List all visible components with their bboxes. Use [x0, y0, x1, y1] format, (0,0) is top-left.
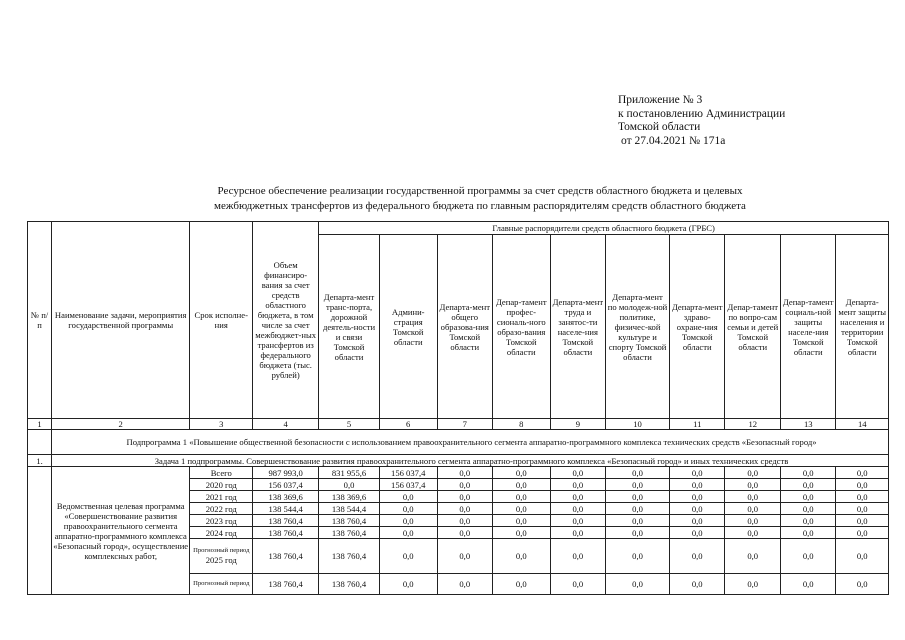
term-note: Прогнозный период	[193, 580, 250, 588]
grbs-value-cell: 156 037,4	[379, 479, 437, 491]
grbs-value-cell: 0,0	[780, 491, 836, 503]
grbs-value-cell: 156 037,4	[379, 467, 437, 479]
header-grbs-2: Админи-страция Томской области	[379, 235, 437, 419]
header-name: Наименование задачи, мероприятия государственной программы	[52, 222, 190, 419]
grbs-value-cell: 138 369,6	[319, 491, 380, 503]
header-grbs-5: Департа-мент труда и занятос-ти населе-ния Томской области	[550, 235, 606, 419]
grbs-value-cell: 0,0	[606, 479, 670, 491]
total-value-cell: 138 760,4	[253, 539, 319, 574]
header-grbs-10: Департа-мент защиты населения и территории Томской области	[836, 235, 889, 419]
column-number: 7	[437, 419, 493, 430]
column-number-row	[28, 419, 889, 430]
grbs-value-cell: 0,0	[780, 467, 836, 479]
grbs-value-cell: 0,0	[379, 515, 437, 527]
grbs-value-cell: 0,0	[669, 503, 725, 515]
grbs-value-cell: 138 760,4	[319, 574, 380, 595]
grbs-value-cell: 0,0	[550, 503, 606, 515]
grbs-value-cell: 0,0	[669, 515, 725, 527]
grbs-value-cell: 0,0	[725, 527, 781, 539]
header-grbs-4: Депар-тамент профес-сиональ-ного образо-вания Томской области	[493, 235, 551, 419]
grbs-value-cell: 0,0	[379, 527, 437, 539]
grbs-value-cell: 0,0	[836, 515, 889, 527]
term-cell	[190, 574, 253, 595]
term-year: 2025 год	[205, 554, 237, 565]
grbs-value-cell: 0,0	[437, 574, 493, 595]
header-term: Срок исполне-ния	[190, 222, 253, 419]
header-grbs-group: Главные распорядители средств областного бюджета (ГРБС)	[319, 222, 889, 235]
grbs-value-cell: 0,0	[725, 503, 781, 515]
column-number: 9	[550, 419, 606, 430]
subprogram-num-cell	[28, 430, 52, 455]
column-number: 13	[780, 419, 836, 430]
grbs-value-cell: 0,0	[379, 574, 437, 595]
column-number: 10	[606, 419, 670, 430]
header-grbs-7: Департа-мент здраво-охране-ния Томской области	[669, 235, 725, 419]
grbs-value-cell: 0,0	[669, 539, 725, 574]
column-number: 12	[725, 419, 781, 430]
grbs-value-cell: 0,0	[437, 503, 493, 515]
grbs-value-cell: 0,0	[606, 527, 670, 539]
grbs-value-cell: 0,0	[725, 574, 781, 595]
grbs-value-cell: 0,0	[780, 539, 836, 574]
grbs-value-cell: 0,0	[437, 467, 493, 479]
column-number: 4	[253, 419, 319, 430]
appendix-date-line: от 27.04.2021 № 171а	[621, 134, 726, 147]
grbs-value-cell: 0,0	[550, 515, 606, 527]
grbs-value-cell: 0,0	[836, 539, 889, 574]
total-value-cell: 138 760,4	[253, 574, 319, 595]
column-number: 14	[836, 419, 889, 430]
grbs-value-cell: 0,0	[606, 539, 670, 574]
appendix-block	[618, 94, 785, 148]
total-value-cell: 138 544,4	[253, 503, 319, 515]
activity-num-cell	[28, 467, 52, 595]
grbs-value-cell: 0,0	[669, 479, 725, 491]
appendix-line: Приложение № 3	[618, 94, 703, 106]
subprogram-text: Подпрограмма 1 «Повышение общественной безопасности с использованием правоохранительного сегмента аппаратно-программного комплекса технических средств «Безопасный город»	[52, 430, 889, 455]
task-text: Задача 1 подпрограммы. Совершенствование развития правоохранительного сегмента аппаратно-программного комплекса «Безопасный город» и иных технических средств	[52, 455, 889, 467]
term-cell: 2023 год	[190, 515, 253, 527]
column-number: 6	[379, 419, 437, 430]
grbs-value-cell: 0,0	[493, 574, 551, 595]
header-grbs-9: Депар-тамент социаль-ной защиты населе-ния Томской области	[780, 235, 836, 419]
grbs-value-cell: 0,0	[669, 491, 725, 503]
total-value-cell: 138 760,4	[253, 515, 319, 527]
column-number: 11	[669, 419, 725, 430]
term-cell: 2020 год	[190, 479, 253, 491]
term-cell	[190, 539, 253, 574]
grbs-value-cell: 0,0	[437, 527, 493, 539]
header-grbs-3: Департа-мент общего образова-ния Томской области	[437, 235, 493, 419]
grbs-value-cell: 138 760,4	[319, 515, 380, 527]
grbs-value-cell: 0,0	[493, 527, 551, 539]
grbs-value-cell: 0,0	[725, 491, 781, 503]
grbs-value-cell: 0,0	[550, 479, 606, 491]
grbs-value-cell: 0,0	[669, 467, 725, 479]
grbs-value-cell: 0,0	[606, 574, 670, 595]
grbs-value-cell: 0,0	[669, 574, 725, 595]
header-grbs-8: Депар-тамент по вопро-сам семьи и детей Томской области	[725, 235, 781, 419]
term-cell: 2024 год	[190, 527, 253, 539]
grbs-value-cell: 0,0	[437, 539, 493, 574]
subprogram-row	[28, 430, 889, 455]
total-value-cell: 138 760,4	[253, 527, 319, 539]
grbs-value-cell: 0,0	[836, 527, 889, 539]
total-value-cell: 987 993,0	[253, 467, 319, 479]
column-number: 3	[190, 419, 253, 430]
grbs-value-cell: 0,0	[606, 503, 670, 515]
grbs-value-cell: 0,0	[780, 515, 836, 527]
resource-table	[27, 221, 889, 595]
grbs-value-cell: 0,0	[836, 503, 889, 515]
grbs-value-cell: 0,0	[836, 574, 889, 595]
header-num: № п/п	[28, 222, 52, 419]
grbs-value-cell: 831 955,6	[319, 467, 380, 479]
grbs-value-cell: 0,0	[493, 539, 551, 574]
grbs-value-cell: 0,0	[550, 467, 606, 479]
grbs-value-cell: 0,0	[606, 467, 670, 479]
activity-text: Ведомственная целевая программа «Совершенствование развития правоохранительного сегмента аппаратно-программного комплекса «Безопасный город», осуществление комплексных работ,	[52, 467, 190, 595]
document-title	[60, 184, 900, 214]
total-value-cell: 156 037,4	[253, 479, 319, 491]
column-number: 8	[493, 419, 551, 430]
grbs-value-cell: 0,0	[493, 515, 551, 527]
grbs-value-cell: 0,0	[550, 539, 606, 574]
grbs-value-cell: 0,0	[606, 515, 670, 527]
task-row	[28, 455, 889, 467]
grbs-value-cell: 0,0	[493, 491, 551, 503]
grbs-value-cell: 0,0	[437, 479, 493, 491]
grbs-value-cell: 0,0	[780, 574, 836, 595]
grbs-value-cell: 0,0	[379, 539, 437, 574]
grbs-value-cell: 0,0	[725, 467, 781, 479]
grbs-value-cell: 0,0	[606, 491, 670, 503]
grbs-value-cell: 0,0	[725, 539, 781, 574]
header-row-group	[28, 222, 889, 235]
grbs-value-cell: 0,0	[780, 479, 836, 491]
grbs-value-cell: 0,0	[493, 479, 551, 491]
grbs-value-cell: 0,0	[379, 503, 437, 515]
grbs-value-cell: 0,0	[780, 527, 836, 539]
grbs-value-cell: 0,0	[836, 467, 889, 479]
grbs-value-cell: 0,0	[780, 503, 836, 515]
column-number: 2	[52, 419, 190, 430]
term-note: Прогнозный период	[193, 547, 250, 555]
title-line: межбюджетных трансфертов из федерального бюджета по главным распорядителям средств областного бюджета	[214, 200, 746, 212]
term-cell: Всего	[190, 467, 253, 479]
task-num: 1.	[28, 455, 52, 467]
grbs-value-cell: 0,0	[836, 491, 889, 503]
grbs-value-cell: 0,0	[669, 527, 725, 539]
grbs-value-cell: 0,0	[493, 467, 551, 479]
grbs-value-cell: 0,0	[379, 491, 437, 503]
grbs-value-cell: 0,0	[836, 479, 889, 491]
appendix-line: Томской области	[618, 121, 701, 133]
grbs-value-cell: 138 760,4	[319, 527, 380, 539]
appendix-line: к постановлению Администрации	[618, 107, 786, 120]
grbs-value-cell: 0,0	[437, 515, 493, 527]
header-grbs-6: Департа-мент по молодеж-ной политике, физичес-кой культуре и спорту Томской области	[606, 235, 670, 419]
term-cell: 2021 год	[190, 491, 253, 503]
grbs-value-cell: 0,0	[550, 527, 606, 539]
table-row	[28, 467, 889, 479]
total-value-cell: 138 369,6	[253, 491, 319, 503]
column-number: 5	[319, 419, 380, 430]
title-line: Ресурсное обеспечение реализации государственной программы за счет средств областного бюджета и целевых	[217, 185, 743, 197]
grbs-value-cell: 138 760,4	[319, 539, 380, 574]
grbs-value-cell: 0,0	[550, 491, 606, 503]
grbs-value-cell: 0,0	[550, 574, 606, 595]
grbs-value-cell: 0,0	[725, 479, 781, 491]
term-cell: 2022 год	[190, 503, 253, 515]
grbs-value-cell: 0,0	[725, 515, 781, 527]
header-grbs-1: Департа-мент транс-порта, дорожной деятель-ности и связи Томской области	[319, 235, 380, 419]
grbs-value-cell: 0,0	[319, 479, 380, 491]
header-volume: Объем финансиро-вания за счет средств областного бюджета, в том числе за счет межбюджет-ных трансфертов из федерального бюджета (тыс. рублей)	[253, 222, 319, 419]
grbs-value-cell: 138 544,4	[319, 503, 380, 515]
grbs-value-cell: 0,0	[493, 503, 551, 515]
grbs-value-cell: 0,0	[437, 491, 493, 503]
column-number: 1	[28, 419, 52, 430]
